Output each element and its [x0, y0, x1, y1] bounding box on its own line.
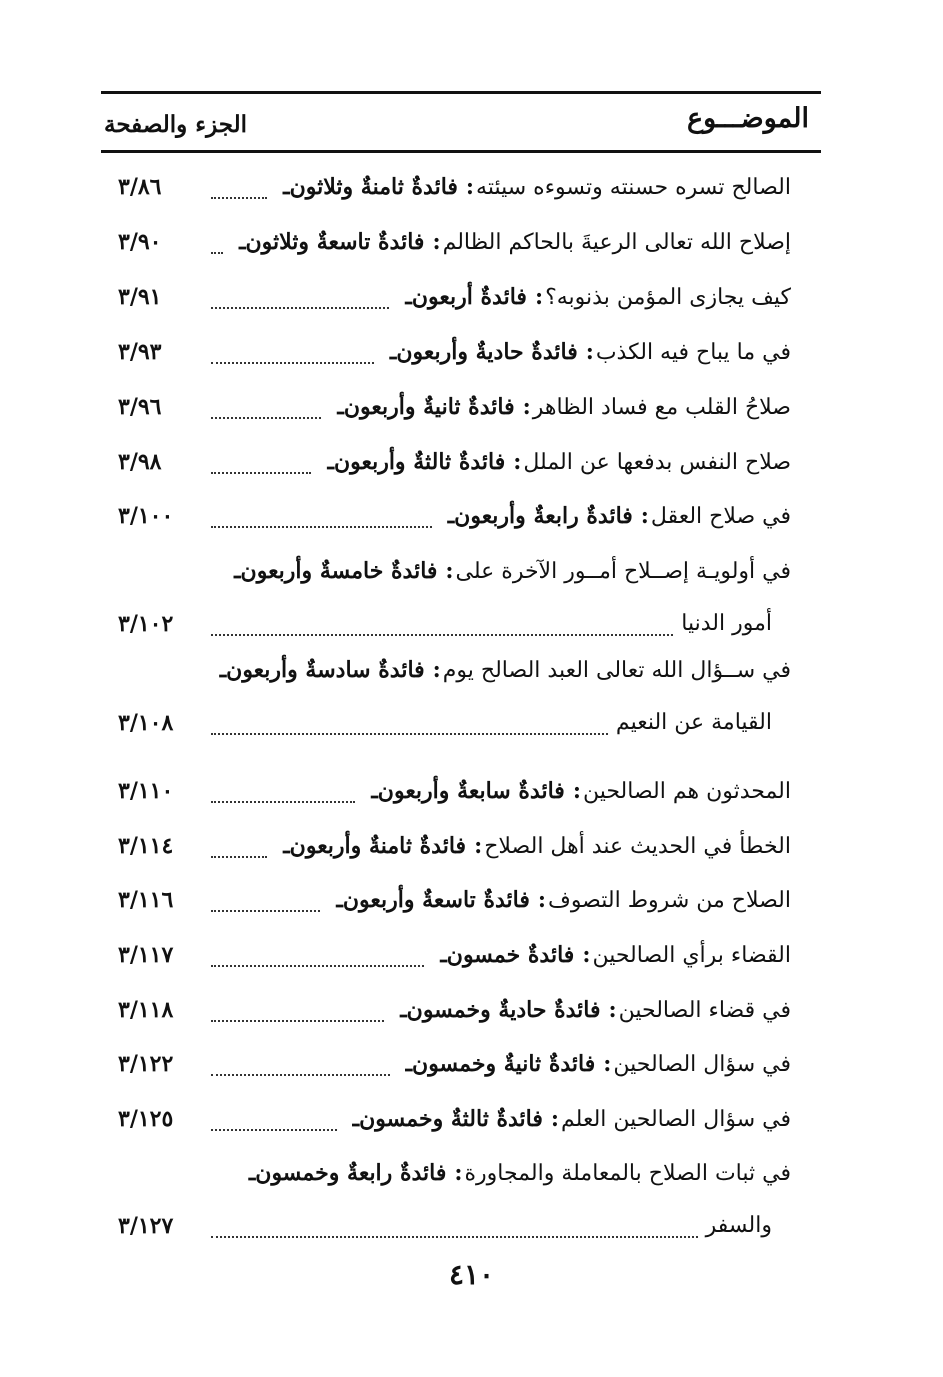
dot-leader	[211, 963, 424, 967]
entry-colon: :	[445, 558, 454, 584]
entry-label: فائدةٌ تاسعةٌ وثلاثون	[245, 229, 425, 255]
dot-leader	[211, 1234, 698, 1238]
entry-dash: ـ	[327, 449, 334, 475]
entry-title: في ســؤال الله تعالى العبد الصالح يوم	[442, 658, 791, 683]
dot-leader	[211, 195, 267, 199]
entry-page-ref: ٣/٩٣	[118, 339, 162, 365]
entry-label: فائدةٌ ثامنةٌ وثلاثون	[289, 174, 458, 200]
entry-colon: :	[465, 174, 475, 200]
entry-label: فائدةٌ ثانيةٌ وأربعون	[343, 394, 515, 420]
entry-page-ref: ٣/١٠٢	[118, 611, 174, 637]
entry-page-ref: ٣/١٠٨	[118, 710, 174, 736]
entry-page-cell	[101, 277, 791, 317]
dot-leader	[211, 1072, 390, 1076]
entry-page-ref: ٣/٩١	[118, 284, 162, 310]
dot-leader	[211, 854, 267, 858]
entry-colon: :	[454, 1160, 463, 1186]
dot-leader	[211, 470, 311, 474]
entry-page-cell	[101, 167, 791, 207]
entry-page-ref: ٣/١١٠	[118, 778, 174, 804]
entry-colon: :	[474, 833, 483, 859]
entry-label: فائدةٌ سابعةٌ وأربعون	[377, 778, 565, 804]
entry-page-cell	[101, 1044, 791, 1084]
dot-leader	[211, 1127, 337, 1131]
entry-dash: ـ	[283, 174, 290, 200]
entry-page-cell	[101, 880, 791, 920]
entry-page-ref: ٣/١٢٧	[118, 1213, 174, 1239]
entry-page-ref: ٣/٩٠	[118, 229, 162, 255]
entry-page-cell	[101, 1099, 791, 1139]
entry-title: في قضاء الصالحين	[618, 998, 791, 1023]
entry-label: فائدةٌ حاديةٌ وأربعون	[396, 339, 578, 365]
entry-title-continuation: القيامة عن النعيم	[615, 710, 772, 735]
entry-label: فائدةٌ ثامنةٌ وأربعون	[289, 833, 467, 859]
entry-dash: ـ	[336, 887, 343, 913]
dot-leader	[211, 1018, 384, 1022]
top-rule	[101, 91, 821, 94]
entry-label: فائدةٌ ثانيةٌ وخمسون	[412, 1051, 596, 1077]
entry-page-ref: ٣/١٢٢	[118, 1051, 174, 1077]
entry-colon: :	[432, 229, 441, 255]
entry-label: فائدةٌ ثالثةٌ وأربعون	[333, 449, 506, 475]
entry-title: في صلاح العقل	[650, 504, 791, 529]
entry-colon: :	[572, 778, 581, 804]
entry-dash: ـ	[371, 778, 378, 804]
entry-title: المحدثون هم الصالحين	[582, 779, 791, 804]
entry-colon: :	[534, 284, 544, 310]
entry-page-cell	[101, 703, 791, 743]
entry-title: إصلاح الله تعالى الرعيةَ بالحاكم الظالم	[442, 230, 791, 255]
entry-page-cell	[101, 222, 791, 262]
entry-page-ref: ٣/١١٨	[118, 997, 174, 1023]
entry-title: القضاء برأي الصالحين	[592, 943, 791, 968]
entry-page-cell	[101, 496, 791, 536]
header-rule	[101, 150, 821, 153]
dot-leader	[211, 305, 389, 309]
entry-page-ref: ٣/٩٦	[118, 394, 162, 420]
dot-leader	[211, 799, 355, 803]
toc-entry	[101, 650, 791, 690]
entry-dash: ـ	[440, 942, 447, 968]
entry-page-ref: ٣/١٠٠	[118, 503, 174, 529]
entry-dash: ـ	[283, 833, 290, 859]
entry-colon: :	[603, 1051, 612, 1077]
entry-dash: ـ	[389, 339, 397, 365]
entry-label: فائدةٌ خامسةٌ وأربعون	[240, 558, 438, 584]
entry-page-cell	[101, 332, 791, 372]
entry-dash: ـ	[219, 657, 227, 683]
entry-title: صلاح النفس بدفعها عن الملل	[523, 450, 791, 475]
entry-label: فائدةٌ خمسون	[446, 942, 575, 968]
entry-page-ref: ٣/١١٧	[118, 942, 174, 968]
toc-entry-line	[226, 551, 791, 591]
entry-title: في سؤال الصالحين	[613, 1052, 791, 1077]
dot-leader	[211, 632, 673, 636]
entry-dash: ـ	[248, 1160, 256, 1186]
dot-leader	[211, 524, 432, 528]
entry-title: في سؤال الصالحين العلم	[561, 1107, 791, 1132]
entry-title: كيف يجازى المؤمن بذنوبه؟	[545, 285, 791, 310]
toc-entry-line	[212, 650, 791, 690]
entry-dash: ـ	[405, 284, 412, 310]
entry-title: صلاحُ القلب مع فساد الظاهر	[532, 395, 791, 420]
dot-leader	[211, 731, 608, 735]
dot-leader	[211, 908, 320, 912]
entry-label: فائدةٌ ثالثةٌ وخمسون	[359, 1106, 543, 1132]
toc-entry	[101, 1153, 791, 1193]
entry-page-ref: ٣/١٢٥	[118, 1106, 174, 1132]
entry-title-continuation: والسفر	[705, 1213, 772, 1238]
entry-title: الخطأ في الحديث عند أهل الصلاح	[484, 834, 791, 859]
entry-label: فائدةٌ سادسةٌ وأربعون	[226, 657, 425, 683]
entry-page-cell	[101, 935, 791, 975]
dot-leader	[211, 360, 374, 364]
entry-page-ref: ٣/١١٤	[118, 833, 174, 859]
entry-page-ref: ٣/٨٦	[118, 174, 162, 200]
toc-entry	[101, 551, 791, 591]
entry-colon: :	[608, 997, 617, 1023]
entry-page-cell	[101, 771, 791, 811]
entry-page-cell	[101, 604, 791, 644]
page-column-header: الجزء والصفحة	[104, 111, 248, 138]
entry-colon: :	[522, 394, 531, 420]
dot-leader	[211, 250, 223, 254]
entry-dash: ـ	[400, 997, 407, 1023]
entry-title: الصلاح من شروط التصوف	[548, 888, 791, 913]
page-number: ٤١٠	[448, 1258, 495, 1291]
entry-title: في ثبات الصلاح بالمعاملة والمجاورة	[464, 1161, 791, 1186]
entry-colon: :	[432, 657, 441, 683]
entry-colon: :	[585, 339, 594, 365]
entry-page-cell	[101, 990, 791, 1030]
entry-page-ref: ٣/٩٨	[118, 449, 162, 475]
entry-page-cell	[101, 387, 791, 427]
entry-page-cell	[101, 1206, 791, 1246]
entry-colon: :	[513, 449, 522, 475]
entry-label: فائدةٌ حاديةٌ وخمسون	[406, 997, 601, 1023]
entry-colon: :	[550, 1106, 560, 1132]
entry-dash: ـ	[405, 1051, 413, 1077]
entry-page-ref: ٣/١١٦	[118, 887, 174, 913]
entry-dash: ـ	[337, 394, 344, 420]
entry-page-cell	[101, 826, 791, 866]
entry-dash: ـ	[239, 229, 246, 255]
entry-dash: ـ	[234, 558, 241, 584]
toc-entry-line	[241, 1153, 791, 1193]
entry-title-continuation: أمور الدنيا	[681, 611, 772, 636]
entry-label: فائدةٌ رابعةٌ وأربعون	[454, 503, 633, 529]
entry-dash: ـ	[447, 503, 455, 529]
entry-label: فائدةٌ رابعةٌ وخمسون	[255, 1160, 447, 1186]
entry-colon: :	[537, 887, 547, 913]
entry-label: فائدةٌ تاسعةٌ وأربعون	[342, 887, 530, 913]
entry-label: فائدةٌ أربعون	[411, 284, 527, 310]
entry-page-cell	[101, 442, 791, 482]
entry-title: في أولويـة إصــلاح أمــور الآخرة على	[455, 559, 791, 584]
entry-colon: :	[640, 503, 649, 529]
entry-colon: :	[582, 942, 591, 968]
dot-leader	[211, 415, 321, 419]
entry-title: الصالح تسره حسنته وتسوءه سيئته	[476, 175, 791, 200]
topic-column-header: الموضـــوع	[686, 103, 809, 134]
entry-title: في ما يباح فيه الكذب	[595, 340, 791, 365]
entry-dash: ـ	[352, 1106, 360, 1132]
